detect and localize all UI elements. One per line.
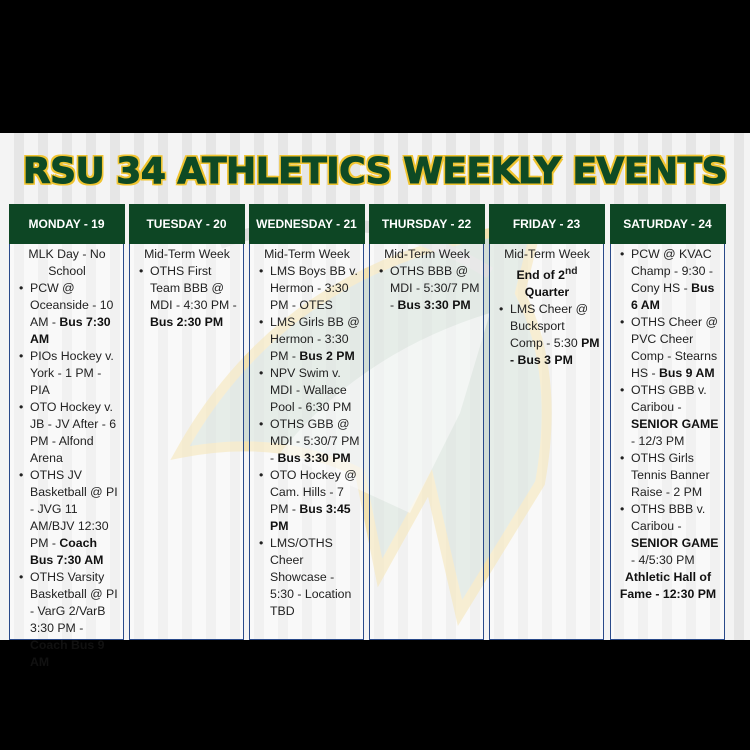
- text: LMS Cheer @ Bucksport Comp - 5:30: [510, 302, 589, 351]
- bold-text: Athletic Hall of Fame - 12:30 PM: [619, 570, 717, 601]
- event-item: [134, 263, 240, 331]
- event-item: [615, 246, 721, 314]
- event-item: [14, 399, 120, 467]
- text: OTHS JV Basketball @ PI - JVG 11 AM/BJV 12:30 PM -: [30, 468, 118, 550]
- day-column: [489, 204, 604, 640]
- day-column: [129, 204, 244, 640]
- day-note: [254, 246, 360, 263]
- event-item: [494, 301, 600, 369]
- bold-text: Coach Bus 9 AM: [30, 638, 105, 669]
- event-item: [615, 314, 721, 382]
- day-note: [134, 246, 240, 263]
- text: - 4/5:30 PM: [631, 553, 695, 567]
- text: MLK Day - No School: [28, 247, 106, 278]
- bold-text: nd: [564, 266, 578, 277]
- event-list: [374, 263, 480, 314]
- text: OTHS Varsity Basketball @ PI - VarG 2/VarB 3:30 PM -: [30, 570, 118, 635]
- text: OTHS GBB @ MDI - 5:30/7 PM -: [270, 417, 360, 465]
- text: OTO Hockey v. JB - JV After - 6 PM - Alfond Arena: [30, 400, 117, 465]
- bold-text: Bus 9 AM: [659, 366, 715, 380]
- text: OTHS BBB v. Caribou -: [631, 502, 706, 533]
- bold-text: Bus 3:45 PM: [270, 502, 351, 533]
- event-item: [254, 535, 360, 620]
- text: PIOs Hockey v. York - 1 PM - PIA: [30, 349, 114, 397]
- day-footer-note: [615, 569, 721, 603]
- bold-text: Bus 3:30 PM: [277, 451, 351, 465]
- day-note: [494, 263, 600, 301]
- text: PCW @ Oceanside - 10 AM -: [30, 281, 114, 329]
- event-list: [254, 263, 360, 620]
- bold-text: Coach Bus 7:30 AM: [30, 536, 104, 567]
- text: OTHS GBB v. Caribou -: [631, 383, 707, 414]
- event-item: [14, 348, 120, 399]
- day-column: [369, 204, 484, 640]
- text: Mid-Term Week: [384, 247, 470, 261]
- bold-text: Bus 6 AM: [631, 281, 715, 312]
- day-header: THURSDAY - 22: [369, 204, 485, 244]
- day-note: [374, 246, 480, 263]
- day-column: [249, 204, 364, 640]
- page-title: RSU 34 ATHLETICS WEEKLY EVENTS: [22, 151, 728, 192]
- bold-text: Bus 2 PM: [299, 349, 355, 363]
- text: NPV Swim v. MDI - Wallace Pool - 6:30 PM: [270, 366, 352, 414]
- event-item: [615, 382, 721, 450]
- bold-text: PM - Bus 3 PM: [510, 336, 600, 368]
- day-header: MONDAY - 19: [9, 204, 125, 244]
- day-note: [494, 246, 600, 263]
- event-item: [374, 263, 480, 314]
- event-item: [14, 467, 120, 569]
- day-header: WEDNESDAY - 21: [249, 204, 365, 244]
- event-item: [254, 467, 360, 535]
- event-item: [615, 450, 721, 501]
- event-list: [615, 246, 721, 569]
- event-item: [254, 263, 360, 314]
- day-header: TUESDAY - 20: [129, 204, 245, 244]
- text: LMS/OTHS Cheer Showcase - 5:30 - Location TBD: [270, 536, 352, 618]
- day-note: [14, 246, 120, 280]
- bold-text: Bus 3:30 PM: [397, 298, 471, 312]
- event-item: [14, 569, 120, 671]
- poster: [0, 133, 750, 669]
- text: OTHS BBB @ MDI - 5:30/7 PM -: [390, 264, 480, 312]
- text: Mid-Term Week: [144, 247, 230, 261]
- event-list: [134, 263, 240, 331]
- bold-text: Quarter: [524, 285, 570, 300]
- event-item: [254, 365, 360, 416]
- text: Mid-Term Week: [264, 247, 350, 261]
- bold-text: Bus 2:30 PM: [150, 315, 224, 329]
- text: OTHS Cheer @ PVC Cheer Comp - Stearns HS -: [631, 315, 718, 380]
- day-column: [9, 204, 124, 669]
- event-item: [14, 280, 120, 348]
- text: OTHS First Team BBB @ MDI - 4:30 PM -: [150, 264, 237, 312]
- day-header: SATURDAY - 24: [610, 204, 726, 244]
- event-list: [494, 301, 600, 369]
- text: PCW @ KVAC Champ - 9:30 - Cony HS -: [631, 247, 714, 295]
- event-item: [254, 416, 360, 467]
- text: Mid-Term Week: [504, 247, 590, 261]
- bold-text: Bus 7:30 AM: [30, 315, 111, 346]
- bold-text: End of 2: [516, 268, 565, 283]
- event-item: [254, 314, 360, 365]
- bold-text: SENIOR GAME: [631, 417, 719, 431]
- text: OTHS Girls Tennis Banner Raise - 2 PM: [631, 451, 710, 499]
- event-item: [615, 501, 721, 569]
- bold-text: SENIOR GAME: [631, 536, 719, 550]
- text: LMS Girls BB @ Hermon - 3:30 PM -: [270, 315, 360, 363]
- text: - 12/3 PM: [631, 434, 685, 448]
- text: OTO Hockey @ Cam. Hills - 7 PM -: [270, 468, 357, 516]
- day-header: FRIDAY - 23: [489, 204, 605, 244]
- event-list: [14, 280, 120, 671]
- day-column: [610, 204, 725, 640]
- text: LMS Boys BB v. Hermon - 3:30 PM - OTES: [270, 264, 358, 312]
